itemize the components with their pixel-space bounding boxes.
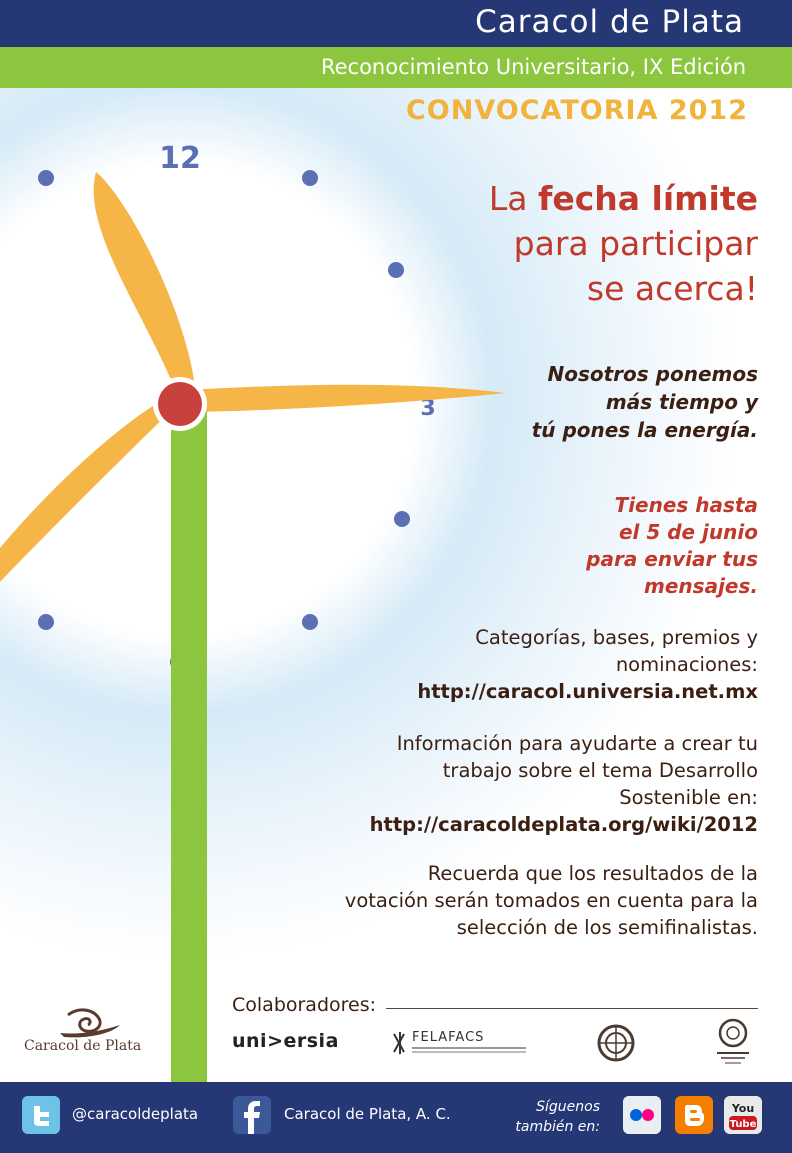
clock-number-12: 12 — [159, 141, 201, 176]
youtube-icon-top: You — [731, 1102, 755, 1115]
follow-line: Síguenos — [536, 1099, 600, 1115]
message-line: tú pones la energía. — [531, 418, 758, 442]
clock-number-3: 3 — [420, 396, 436, 421]
headline-pre: La — [488, 179, 538, 218]
caracol-logo-text: Caracol de Plata — [24, 1038, 142, 1054]
clock-dot — [38, 614, 54, 630]
deadline-line: mensajes. — [644, 574, 758, 598]
deadline-line: el 5 de junio — [618, 520, 758, 544]
reminder-block — [345, 860, 758, 941]
deadline-notice — [586, 492, 758, 600]
facebook-page-name[interactable]: Caracol de Plata, A. C. — [284, 1105, 451, 1123]
header-bar — [0, 0, 792, 47]
info-line: trabajo sobre el tema Desarrollo — [442, 759, 758, 782]
universia-logo: uni>ersia — [232, 1030, 339, 1052]
reminder-line: votación serán tomados en cuenta para la — [344, 889, 758, 912]
twitter-handle[interactable]: @caracoldeplata — [72, 1105, 199, 1123]
message-line: más tiempo y — [605, 390, 758, 414]
windmill-pole — [171, 405, 207, 1082]
page-title: Caracol de Plata — [475, 4, 744, 40]
reminder-line: selección de los semifinalistas. — [456, 916, 758, 939]
felafacs-logo-text: FELAFACS — [412, 1030, 485, 1045]
categories-line: nominaciones: — [615, 653, 758, 676]
headline-line: se acerca! — [586, 269, 758, 308]
clock-dot — [38, 170, 54, 186]
follow-us-label — [510, 1097, 600, 1137]
youtube-icon[interactable] — [724, 1096, 762, 1134]
categories-block — [417, 624, 758, 705]
headline-bold: fecha límite — [537, 179, 758, 218]
info-block — [370, 730, 758, 838]
follow-line: también en: — [515, 1119, 600, 1135]
wiki-link[interactable]: http://caracoldeplata.org/wiki/2012 — [369, 813, 758, 836]
reminder-line: Recuerda que los resultados de la — [427, 862, 758, 885]
collaborators-divider — [386, 1008, 758, 1009]
facebook-icon[interactable] — [233, 1096, 271, 1134]
clock-dot — [302, 614, 318, 630]
message-line: Nosotros ponemos — [547, 362, 758, 386]
info-line: Sostenible en: — [619, 786, 758, 809]
collaborators-label: Colaboradores: — [232, 994, 377, 1016]
un-emblem-icon — [595, 1022, 637, 1064]
subheader-bar — [0, 47, 792, 88]
youtube-icon-bottom: Tube — [729, 1119, 757, 1130]
convocatoria-title: CONVOCATORIA 2012 — [405, 95, 748, 126]
universia-link[interactable]: http://caracol.universia.net.mx — [417, 680, 758, 703]
flickr-icon[interactable] — [623, 1096, 661, 1134]
clock-dot — [388, 262, 404, 278]
windmill-hub — [158, 382, 202, 426]
energy-message — [532, 360, 758, 444]
clock-dot — [302, 170, 318, 186]
headline-line: para participar — [513, 224, 758, 263]
categories-line: Categorías, bases, premios y — [475, 626, 758, 649]
clock-dot — [394, 511, 410, 527]
un-info-center-icon — [711, 1017, 755, 1067]
page-subtitle: Reconocimiento Universitario, IX Edición — [320, 55, 746, 79]
deadline-line: para enviar tus — [586, 547, 758, 571]
info-line: Información para ayudarte a crear tu — [396, 732, 758, 755]
twitter-icon[interactable] — [22, 1096, 60, 1134]
headline — [489, 176, 758, 311]
blogger-icon[interactable] — [675, 1096, 713, 1134]
deadline-line: Tienes hasta — [614, 493, 758, 517]
